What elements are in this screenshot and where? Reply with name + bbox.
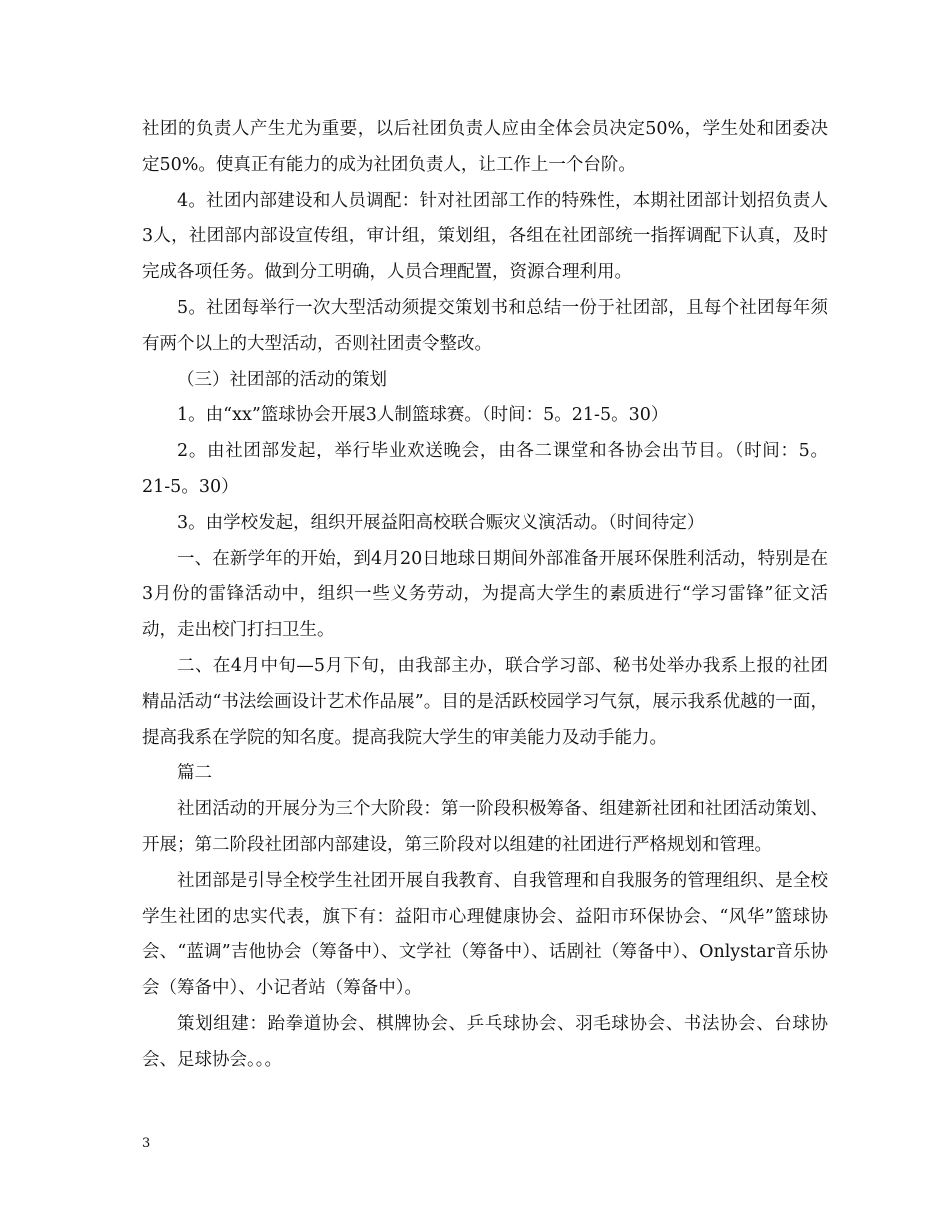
paragraph-2: 4。社团内部建设和人员调配：针对社团部工作的特殊性，本期社团部计划招负责人3人，社团部内部设宣传组，审计组，策划组，各组在社团部统一指挥调配下认真，及时完成各项任务。做到分工明确，人员合理配置，资源合理利用。 (142, 190, 828, 283)
paragraph-5: 1。由“xx”篮球协会开展3人制篮球赛。（时间：5。21-5。30） (177, 405, 669, 426)
page-number: 3 (142, 1136, 151, 1151)
paragraph-11: 社团活动的开展分为三个大阶段：第一阶段积极筹备、组建新社团和社团活动策划、开展；第二阶段社团部内部建设，第三阶段对以组建的社团进行严格规划和管理。 (142, 799, 828, 855)
paragraph-6: 2。由社团部发起，举行毕业欢送晚会，由各二课堂和各协会出节目。（时间：5。21-5。30） (142, 441, 828, 497)
paragraph-9: 二、在4月中旬—5月下旬，由我部主办，联合学习部、秘书处举办我系上报的社团精品活动“书法绘画设计艺术作品展”。目的是活跃校园学习气氛，展示我系优越的一面，提高我系在学院的知名度。提高我院大学生的审美能力及动手能力。 (142, 655, 828, 748)
document-body (142, 112, 828, 1079)
section-heading: （三）社团部的活动的策划 (177, 369, 387, 390)
paragraph-13: 策划组建：跆拳道协会、棋牌协会、乒乓球协会、羽毛球协会、书法协会、台球协会、足球协会。。。 (142, 1013, 828, 1070)
paragraph-1: 社团的负责人产生尤为重要，以后社团负责人应由全体会员决定50%，学生处和团委决定50%。使真正有能力的成为社团负责人，让工作上一个台阶。 (142, 119, 828, 175)
paragraph-3: 5。社团每举行一次大型活动须提交策划书和总结一份于社团部，且每个社团每年须有两个以上的大型活动，否则社团责令整改。 (142, 297, 828, 354)
paragraph-8: 一、在新学年的开始，到4月20日地球日期间外部准备开展环保胜利活动，特别是在3月份的雷锋活动中，组织一些义务劳动，为提高大学生的素质进行“学习雷锋”征文活动，走出校门打扫卫生。 (142, 548, 828, 641)
paragraph-7: 3。由学校发起，组织开展益阳高校联合赈灾义演活动。（时间待定） (177, 512, 705, 533)
paragraph-12: 社团部是引导全校学生社团开展自我教育、自我管理和自我服务的管理组织、是全校学生社团的忠实代表，旗下有：益阳市心理健康协会、益阳市环保协会、“风华”篮球协会、“蓝调”吉他协会（筹备中）、文学社（筹备中）、话剧社（筹备中）、Onlystar音乐协会（筹备中）、小记者站（筹备中）。 (142, 870, 828, 999)
part-heading: 篇二 (177, 763, 212, 784)
